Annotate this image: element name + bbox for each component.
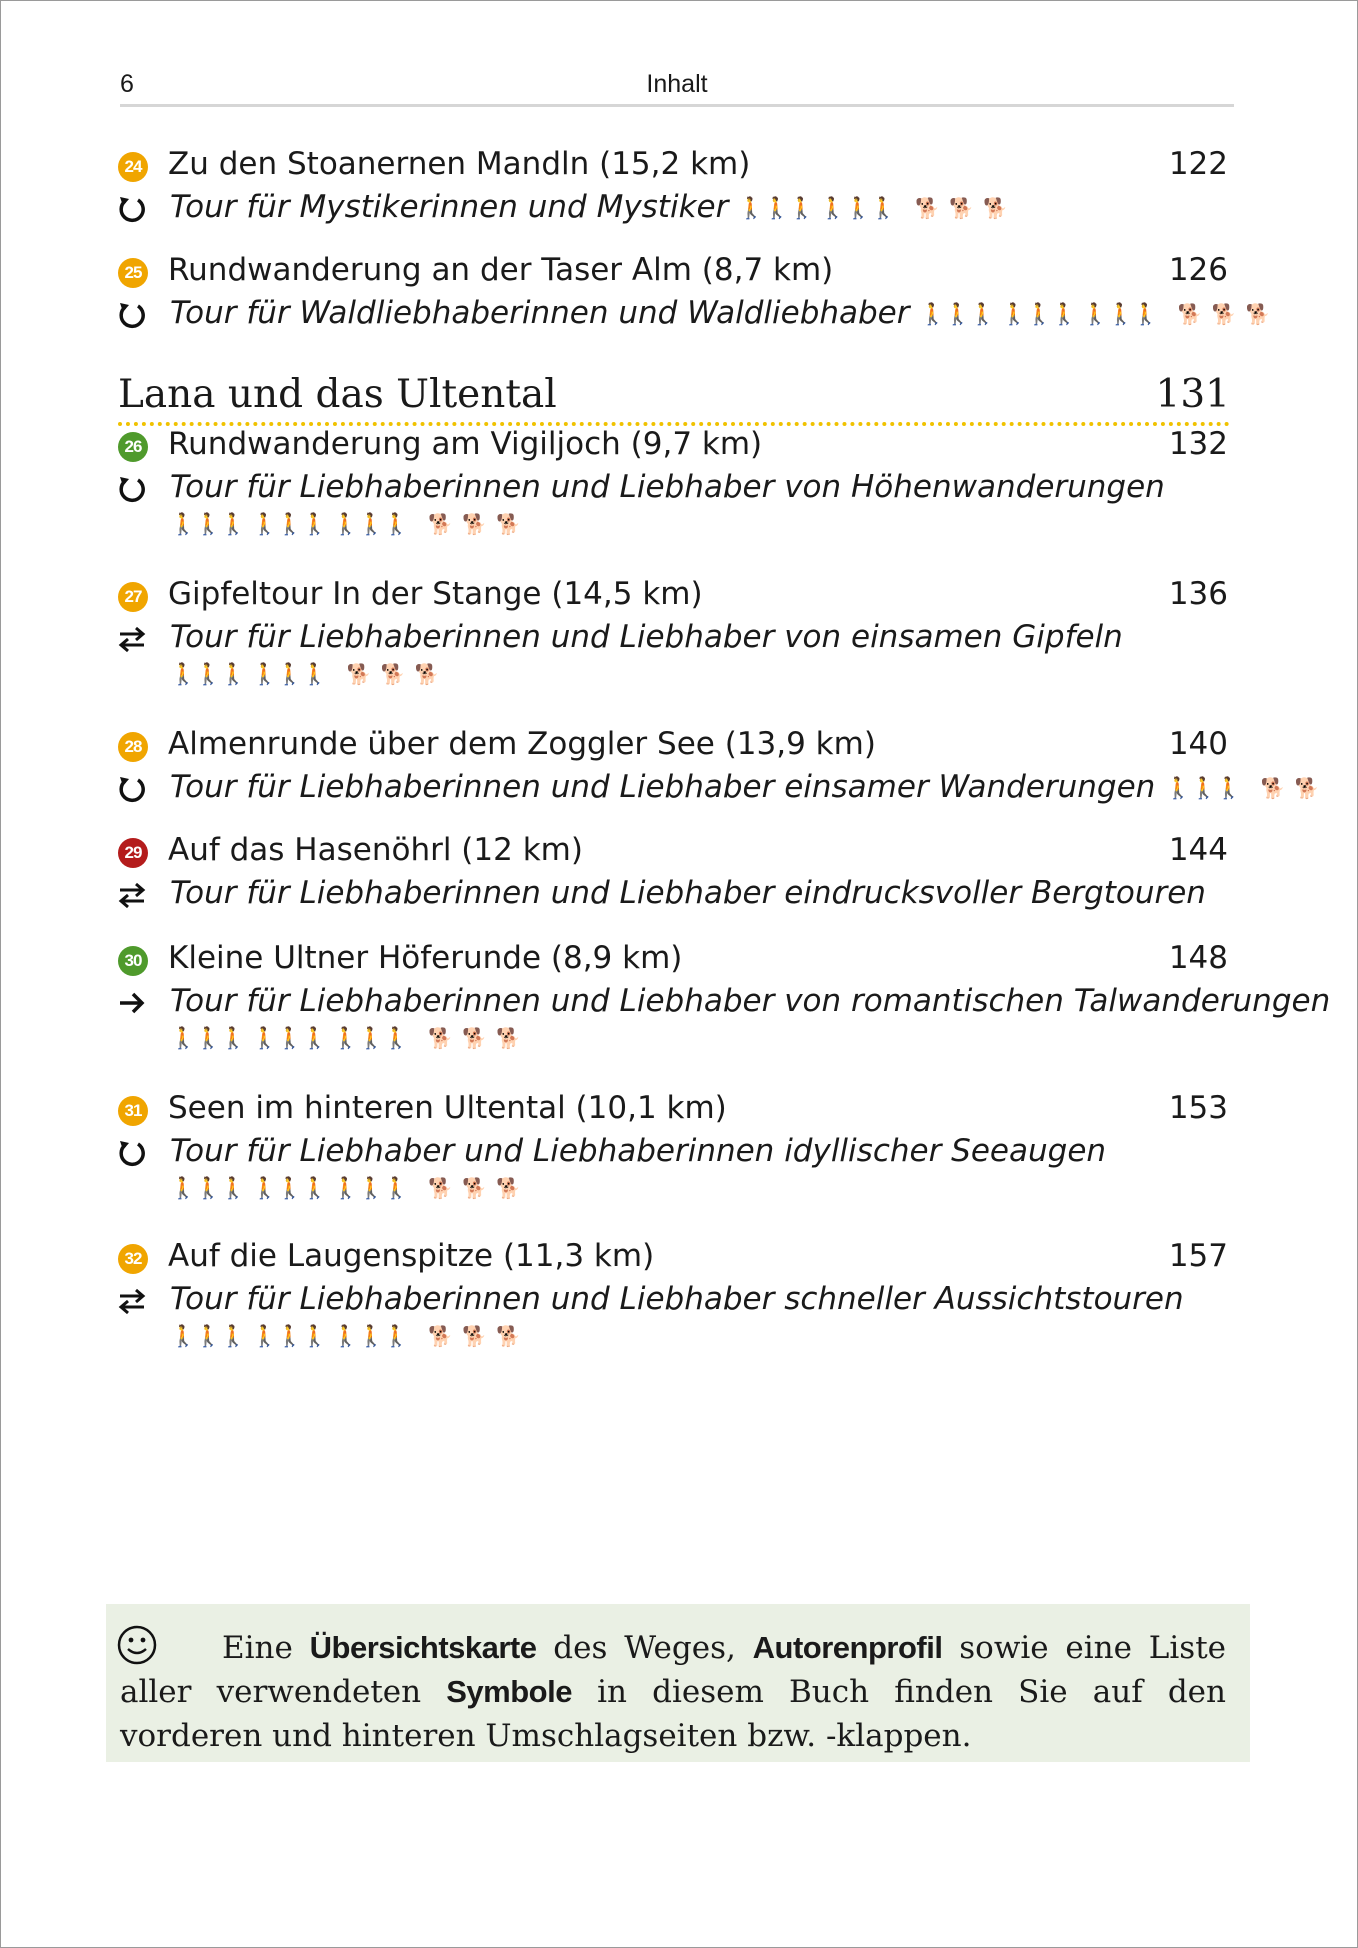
tour-subtitle: Tour für Mystikerinnen und Mystiker 🚶🚶🚶 🚶🚶🚶 🐕 🐕 🐕 xyxy=(116,189,1017,225)
difficulty-symbols: 🚶🚶🚶 🚶🚶🚶 🐕 🐕 🐕 xyxy=(738,196,1007,220)
tour-entry-29[interactable] xyxy=(116,832,1232,918)
page-title: Inhalt xyxy=(646,70,708,98)
page-number: 6 xyxy=(120,70,134,98)
section-title: Lana und das Ultental xyxy=(118,372,557,417)
tour-entry-32[interactable] xyxy=(116,1238,1232,1368)
tour-page: 144 xyxy=(1168,832,1228,868)
loop-icon xyxy=(116,299,148,331)
tour-number-badge: 32 xyxy=(118,1244,148,1274)
tour-title: Rundwanderung am Vigiljoch (9,7 km) xyxy=(168,426,763,462)
one-way-arrow-icon xyxy=(116,987,148,1019)
tour-page: 136 xyxy=(1168,576,1228,612)
tour-number-badge: 31 xyxy=(118,1096,148,1126)
difficulty-symbols: 🚶🚶🚶 🚶🚶🚶 🚶🚶🚶 🐕 🐕 🐕 xyxy=(170,1026,521,1050)
difficulty-symbols: 🚶🚶🚶 🚶🚶🚶 🚶🚶🚶 🐕 🐕 🐕 xyxy=(919,302,1270,326)
tour-entry-25[interactable] xyxy=(116,252,1270,338)
tour-number-badge: 28 xyxy=(118,732,148,762)
tour-subtitle: Tour für Liebhaber und Liebhaberinnen idyllischer Seeaugen xyxy=(170,1133,1107,1169)
tour-title: Rundwanderung an der Taser Alm (8,7 km) xyxy=(168,252,834,288)
back-and-forth-icon xyxy=(116,1285,148,1317)
note-text: Eine Übersichtskarte des Weges, Autorenprofil sowie eine Liste aller verwendeten Symbole in diesem Buch finden Sie auf den vorderen und hinteren Umschlagseiten bzw. -klappen. xyxy=(120,1630,1226,1754)
difficulty-symbols: 🚶🚶🚶 🚶🚶🚶 🐕 🐕 🐕 xyxy=(170,662,439,686)
tour-subtitle: Tour für Liebhaberinnen und Liebhaber schneller Aussichtstouren xyxy=(170,1281,1184,1317)
difficulty-symbols: 🚶🚶🚶 🚶🚶🚶 🚶🚶🚶 🐕 🐕 🐕 xyxy=(170,512,521,536)
tour-number-badge: 27 xyxy=(118,582,148,612)
loop-icon xyxy=(116,193,148,225)
tour-page: 132 xyxy=(1168,426,1228,462)
tour-title: Kleine Ultner Höferunde (8,9 km) xyxy=(168,940,683,976)
note-bold-profile: Autorenprofil xyxy=(752,1630,943,1665)
tour-subtitle: Tour für Waldliebhaberinnen und Waldliebhaber 🚶🚶🚶 🚶🚶🚶 🚶🚶🚶 🐕 🐕 🐕 xyxy=(116,295,1280,331)
loop-icon xyxy=(116,773,148,805)
tour-subtitle: Tour für Liebhaberinnen und Liebhaber eindrucksvoller Bergtouren xyxy=(170,875,1206,911)
tour-page: 122 xyxy=(1168,146,1228,182)
tour-subtitle: Tour für Liebhaberinnen und Liebhaber einsamer Wanderungen 🚶🚶🚶 🐕 🐕 xyxy=(116,769,1329,805)
tour-page: 157 xyxy=(1168,1238,1228,1274)
info-note xyxy=(106,1604,1250,1762)
loop-icon xyxy=(116,473,148,505)
note-bold-symbols: Symbole xyxy=(446,1674,572,1709)
tour-title: Gipfeltour In der Stange (14,5 km) xyxy=(168,576,703,612)
loop-icon xyxy=(116,1137,148,1169)
tour-page: 148 xyxy=(1168,940,1228,976)
tour-subtitle: Tour für Liebhaberinnen und Liebhaber von romantischen Talwanderungen xyxy=(170,983,1331,1019)
tour-entry-28[interactable] xyxy=(116,726,1319,812)
tour-number-badge: 24 xyxy=(118,152,148,182)
tour-title: Seen im hinteren Ultental (10,1 km) xyxy=(168,1090,727,1126)
tour-number-badge: 29 xyxy=(118,838,148,868)
difficulty-symbols: 🚶🚶🚶 🚶🚶🚶 🚶🚶🚶 🐕 🐕 🐕 xyxy=(170,1176,521,1200)
tour-title: Auf die Laugenspitze (11,3 km) xyxy=(168,1238,655,1274)
page-header xyxy=(120,66,1234,107)
tour-subtitle: Tour für Liebhaberinnen und Liebhaber von Höhenwanderungen xyxy=(170,469,1165,505)
tour-entry-27[interactable] xyxy=(116,576,1232,706)
tour-number-badge: 26 xyxy=(118,432,148,462)
back-and-forth-icon xyxy=(116,879,148,911)
tour-number-badge: 25 xyxy=(118,258,148,288)
difficulty-symbols: 🚶🚶🚶 🚶🚶🚶 🚶🚶🚶 🐕 🐕 🐕 xyxy=(170,1324,521,1348)
tour-entry-24[interactable] xyxy=(116,146,1232,232)
tour-number-badge: 30 xyxy=(118,946,148,976)
tour-title: Auf das Hasenöhrl (12 km) xyxy=(168,832,583,868)
tour-page: 126 xyxy=(1168,252,1228,288)
tour-entry-26[interactable] xyxy=(116,426,1232,556)
section-page: 131 xyxy=(1155,372,1230,417)
tour-title: Zu den Stoanernen Mandln (15,2 km) xyxy=(168,146,751,182)
note-bold-map: Übersichtskarte xyxy=(309,1630,537,1665)
section-heading[interactable] xyxy=(118,370,1230,426)
tour-page: 140 xyxy=(1168,726,1228,762)
tour-entry-30[interactable] xyxy=(116,940,1331,1070)
tour-page: 153 xyxy=(1168,1090,1228,1126)
back-and-forth-icon xyxy=(116,623,148,655)
tour-title: Almenrunde über dem Zoggler See (13,9 km) xyxy=(168,726,876,762)
tour-subtitle: Tour für Liebhaberinnen und Liebhaber von einsamen Gipfeln xyxy=(170,619,1123,655)
difficulty-symbols: 🚶🚶🚶 🐕 🐕 xyxy=(1165,776,1319,800)
tour-entry-31[interactable] xyxy=(116,1090,1232,1220)
